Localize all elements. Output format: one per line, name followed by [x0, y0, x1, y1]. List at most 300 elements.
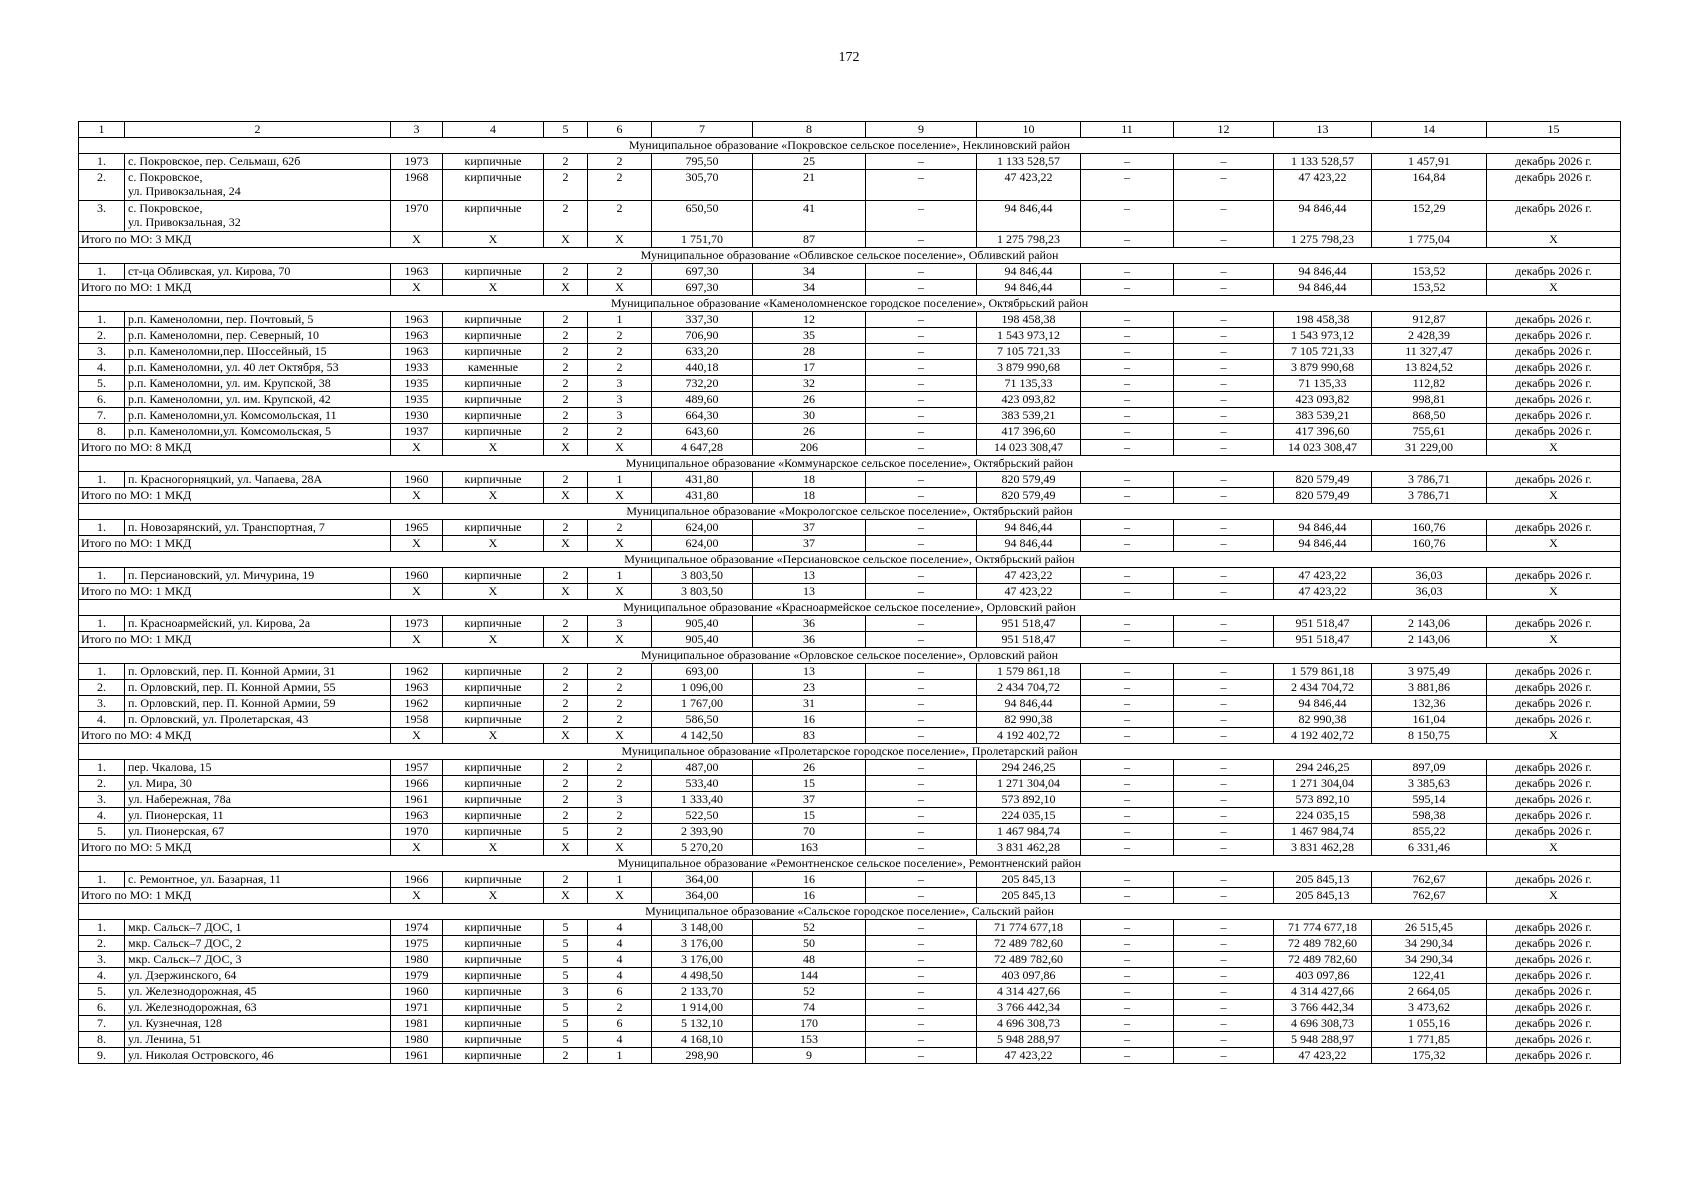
- total-cell-col-10: 820 579,49: [977, 488, 1081, 504]
- cell-col-7: 586,50: [652, 712, 753, 728]
- cell-col-6: 3: [588, 408, 652, 424]
- cell-col-8: 35: [753, 328, 866, 344]
- cell-col-3: 1980: [391, 952, 443, 968]
- cell-col-3: 1968: [391, 170, 443, 201]
- cell-col-4: кирпичные: [443, 712, 544, 728]
- cell-col-1: 1.: [79, 760, 125, 776]
- total-label: Итого по МО: 8 МКД: [79, 440, 391, 456]
- housing-registry-table: [78, 121, 1621, 1064]
- municipality-total-row: [79, 840, 1621, 856]
- cell-col-12: –: [1174, 264, 1274, 280]
- cell-col-8: 70: [753, 824, 866, 840]
- cell-col-15: декабрь 2026 г.: [1487, 1016, 1621, 1032]
- total-cell-col-12: –: [1174, 232, 1274, 248]
- cell-col-14: 160,76: [1372, 520, 1487, 536]
- total-cell-col-10: 94 846,44: [977, 280, 1081, 296]
- total-cell-col-10: 1 275 798,23: [977, 232, 1081, 248]
- total-cell-col-3: X: [391, 840, 443, 856]
- total-cell-col-14: 8 150,75: [1372, 728, 1487, 744]
- total-cell-col-9: –: [866, 440, 977, 456]
- cell-col-7: 4 498,50: [652, 968, 753, 984]
- column-header-10: 10: [977, 122, 1081, 138]
- municipality-group-row: [79, 504, 1621, 520]
- cell-col-6: 2: [588, 680, 652, 696]
- cell-col-8: 74: [753, 1000, 866, 1016]
- cell-col-15: декабрь 2026 г.: [1487, 712, 1621, 728]
- cell-col-2: с. Ремонтное, ул. Базарная, 11: [125, 872, 391, 888]
- cell-col-8: 30: [753, 408, 866, 424]
- cell-col-13: 205 845,13: [1274, 872, 1372, 888]
- cell-col-14: 3 786,71: [1372, 472, 1487, 488]
- cell-col-5: 2: [544, 792, 588, 808]
- building-row: [79, 792, 1621, 808]
- cell-col-6: 3: [588, 376, 652, 392]
- municipality-total-row: [79, 728, 1621, 744]
- cell-col-8: 32: [753, 376, 866, 392]
- cell-col-10: 94 846,44: [977, 696, 1081, 712]
- cell-col-9: –: [866, 360, 977, 376]
- building-row: [79, 920, 1621, 936]
- total-cell-col-10: 94 846,44: [977, 536, 1081, 552]
- cell-col-7: 298,90: [652, 1048, 753, 1064]
- municipality-group-row: [79, 456, 1621, 472]
- cell-col-10: 82 990,38: [977, 712, 1081, 728]
- cell-col-9: –: [866, 1032, 977, 1048]
- cell-col-9: –: [866, 472, 977, 488]
- total-cell-col-10: 47 423,22: [977, 584, 1081, 600]
- cell-col-11: –: [1081, 920, 1174, 936]
- cell-col-7: 905,40: [652, 616, 753, 632]
- table-body: [79, 138, 1621, 1064]
- cell-col-5: 5: [544, 952, 588, 968]
- cell-col-7: 2 133,70: [652, 984, 753, 1000]
- cell-col-9: –: [866, 264, 977, 280]
- total-cell-col-11: –: [1081, 536, 1174, 552]
- cell-col-5: 2: [544, 520, 588, 536]
- cell-col-2: ул. Железнодорожная, 63: [125, 1000, 391, 1016]
- cell-col-6: 1: [588, 312, 652, 328]
- municipality-title: Муниципальное образование «Орловское сельское поселение», Орловский район: [79, 648, 1621, 664]
- total-cell-col-7: 624,00: [652, 536, 753, 552]
- cell-col-6: 2: [588, 808, 652, 824]
- cell-col-9: –: [866, 712, 977, 728]
- total-cell-col-15: X: [1487, 888, 1621, 904]
- cell-col-9: –: [866, 776, 977, 792]
- cell-col-14: 112,82: [1372, 376, 1487, 392]
- cell-col-15: декабрь 2026 г.: [1487, 568, 1621, 584]
- cell-col-11: –: [1081, 952, 1174, 968]
- cell-col-10: 3 879 990,68: [977, 360, 1081, 376]
- cell-col-11: –: [1081, 984, 1174, 1000]
- cell-col-10: 7 105 721,33: [977, 344, 1081, 360]
- cell-col-13: 5 948 288,97: [1274, 1032, 1372, 1048]
- cell-col-13: 403 097,86: [1274, 968, 1372, 984]
- column-number-row: [79, 122, 1621, 138]
- total-cell-col-14: 31 229,00: [1372, 440, 1487, 456]
- cell-col-7: 4 168,10: [652, 1032, 753, 1048]
- cell-col-13: 71 135,33: [1274, 376, 1372, 392]
- cell-col-2: п. Орловский, ул. Пролетарская, 43: [125, 712, 391, 728]
- cell-col-3: 1965: [391, 520, 443, 536]
- building-row: [79, 760, 1621, 776]
- cell-col-2: р.п. Каменоломни, пер. Северный, 10: [125, 328, 391, 344]
- total-cell-col-6: X: [588, 728, 652, 744]
- municipality-title: Муниципальное образование «Коммунарское сельское поселение», Октябрьский район: [79, 456, 1621, 472]
- cell-col-14: 11 327,47: [1372, 344, 1487, 360]
- total-cell-col-5: X: [544, 632, 588, 648]
- building-row: [79, 312, 1621, 328]
- building-row: [79, 154, 1621, 170]
- cell-col-4: кирпичные: [443, 1016, 544, 1032]
- building-row: [79, 344, 1621, 360]
- cell-col-2: п. Орловский, пер. П. Конной Армии, 59: [125, 696, 391, 712]
- total-cell-col-5: X: [544, 440, 588, 456]
- total-cell-col-14: 160,76: [1372, 536, 1487, 552]
- building-row: [79, 696, 1621, 712]
- cell-col-4: кирпичные: [443, 664, 544, 680]
- total-cell-col-15: X: [1487, 440, 1621, 456]
- cell-col-1: 6.: [79, 1000, 125, 1016]
- cell-col-2: р.п. Каменоломни, ул. 40 лет Октября, 53: [125, 360, 391, 376]
- cell-col-2: с. Покровское, ул. Привокзальная, 32: [125, 201, 391, 232]
- cell-col-13: 94 846,44: [1274, 520, 1372, 536]
- total-cell-col-6: X: [588, 536, 652, 552]
- total-cell-col-7: 697,30: [652, 280, 753, 296]
- municipality-title: Муниципальное образование «Мокрологское сельское поселение», Октябрьский район: [79, 504, 1621, 520]
- cell-col-6: 3: [588, 616, 652, 632]
- cell-col-1: 1.: [79, 264, 125, 280]
- total-cell-col-6: X: [588, 632, 652, 648]
- total-cell-col-9: –: [866, 280, 977, 296]
- cell-col-12: –: [1174, 1000, 1274, 1016]
- cell-col-9: –: [866, 376, 977, 392]
- cell-col-6: 4: [588, 968, 652, 984]
- cell-col-8: 15: [753, 808, 866, 824]
- cell-col-14: 122,41: [1372, 968, 1487, 984]
- cell-col-7: 3 803,50: [652, 568, 753, 584]
- cell-col-5: 2: [544, 472, 588, 488]
- cell-col-13: 1 271 304,04: [1274, 776, 1372, 792]
- total-cell-col-7: 4 647,28: [652, 440, 753, 456]
- cell-col-12: –: [1174, 1048, 1274, 1064]
- cell-col-7: 2 393,90: [652, 824, 753, 840]
- cell-col-10: 94 846,44: [977, 264, 1081, 280]
- total-cell-col-6: X: [588, 232, 652, 248]
- cell-col-12: –: [1174, 568, 1274, 584]
- cell-col-5: 5: [544, 1032, 588, 1048]
- cell-col-14: 3 975,49: [1372, 664, 1487, 680]
- cell-col-6: 6: [588, 984, 652, 1000]
- total-cell-col-6: X: [588, 488, 652, 504]
- cell-col-13: 820 579,49: [1274, 472, 1372, 488]
- cell-col-10: 403 097,86: [977, 968, 1081, 984]
- cell-col-7: 1 767,00: [652, 696, 753, 712]
- cell-col-7: 533,40: [652, 776, 753, 792]
- cell-col-12: –: [1174, 808, 1274, 824]
- total-cell-col-9: –: [866, 888, 977, 904]
- cell-col-13: 1 467 984,74: [1274, 824, 1372, 840]
- cell-col-9: –: [866, 568, 977, 584]
- cell-col-14: 34 290,34: [1372, 952, 1487, 968]
- total-cell-col-6: X: [588, 280, 652, 296]
- cell-col-9: –: [866, 680, 977, 696]
- cell-col-4: кирпичные: [443, 1032, 544, 1048]
- cell-col-4: кирпичные: [443, 392, 544, 408]
- column-header-13: 13: [1274, 122, 1372, 138]
- cell-col-8: 144: [753, 968, 866, 984]
- total-label: Итого по МО: 1 МКД: [79, 488, 391, 504]
- cell-col-2: р.п. Каменоломни, пер. Почтовый, 5: [125, 312, 391, 328]
- cell-col-12: –: [1174, 776, 1274, 792]
- cell-col-15: декабрь 2026 г.: [1487, 616, 1621, 632]
- cell-col-6: 2: [588, 520, 652, 536]
- cell-col-4: кирпичные: [443, 312, 544, 328]
- cell-col-10: 573 892,10: [977, 792, 1081, 808]
- cell-col-11: –: [1081, 344, 1174, 360]
- cell-col-2: пер. Чкалова, 15: [125, 760, 391, 776]
- cell-col-13: 47 423,22: [1274, 568, 1372, 584]
- total-cell-col-3: X: [391, 440, 443, 456]
- total-cell-col-15: X: [1487, 584, 1621, 600]
- cell-col-14: 598,38: [1372, 808, 1487, 824]
- column-header-12: 12: [1174, 122, 1274, 138]
- total-label: Итого по МО: 5 МКД: [79, 840, 391, 856]
- cell-col-5: 2: [544, 712, 588, 728]
- total-cell-col-14: 3 786,71: [1372, 488, 1487, 504]
- cell-col-4: кирпичные: [443, 170, 544, 201]
- total-cell-col-3: X: [391, 728, 443, 744]
- cell-col-10: 383 539,21: [977, 408, 1081, 424]
- total-cell-col-13: 14 023 308,47: [1274, 440, 1372, 456]
- cell-col-11: –: [1081, 154, 1174, 170]
- cell-col-4: кирпичные: [443, 920, 544, 936]
- cell-col-13: 4 314 427,66: [1274, 984, 1372, 1000]
- cell-col-14: 868,50: [1372, 408, 1487, 424]
- cell-col-4: кирпичные: [443, 760, 544, 776]
- cell-col-6: 2: [588, 664, 652, 680]
- cell-col-6: 4: [588, 1032, 652, 1048]
- cell-col-8: 28: [753, 344, 866, 360]
- cell-col-4: кирпичные: [443, 968, 544, 984]
- cell-col-14: 912,87: [1372, 312, 1487, 328]
- total-cell-col-11: –: [1081, 488, 1174, 504]
- cell-col-9: –: [866, 1016, 977, 1032]
- total-cell-col-5: X: [544, 488, 588, 504]
- total-cell-col-11: –: [1081, 840, 1174, 856]
- column-header-6: 6: [588, 122, 652, 138]
- cell-col-9: –: [866, 1000, 977, 1016]
- cell-col-3: 1963: [391, 344, 443, 360]
- cell-col-4: кирпичные: [443, 824, 544, 840]
- cell-col-13: 94 846,44: [1274, 201, 1372, 232]
- cell-col-6: 1: [588, 568, 652, 584]
- cell-col-6: 2: [588, 776, 652, 792]
- cell-col-10: 4 314 427,66: [977, 984, 1081, 1000]
- cell-col-15: декабрь 2026 г.: [1487, 1032, 1621, 1048]
- cell-col-14: 2 143,06: [1372, 616, 1487, 632]
- cell-col-15: декабрь 2026 г.: [1487, 952, 1621, 968]
- cell-col-10: 417 396,60: [977, 424, 1081, 440]
- cell-col-13: 94 846,44: [1274, 696, 1372, 712]
- cell-col-2: ул. Пионерская, 11: [125, 808, 391, 824]
- cell-col-3: 1957: [391, 760, 443, 776]
- cell-col-9: –: [866, 154, 977, 170]
- cell-col-9: –: [866, 424, 977, 440]
- municipality-title: Муниципальное образование «Персиановское сельское поселение», Октябрьский район: [79, 552, 1621, 568]
- total-cell-col-14: 2 143,06: [1372, 632, 1487, 648]
- cell-col-12: –: [1174, 328, 1274, 344]
- cell-col-10: 3 766 442,34: [977, 1000, 1081, 1016]
- cell-col-12: –: [1174, 952, 1274, 968]
- cell-col-15: декабрь 2026 г.: [1487, 984, 1621, 1000]
- cell-col-11: –: [1081, 776, 1174, 792]
- total-cell-col-12: –: [1174, 280, 1274, 296]
- cell-col-4: кирпичные: [443, 696, 544, 712]
- cell-col-5: 5: [544, 1016, 588, 1032]
- building-row: [79, 472, 1621, 488]
- cell-col-14: 3 473,62: [1372, 1000, 1487, 1016]
- cell-col-13: 72 489 782,60: [1274, 936, 1372, 952]
- cell-col-3: 1937: [391, 424, 443, 440]
- cell-col-11: –: [1081, 201, 1174, 232]
- cell-col-13: 198 458,38: [1274, 312, 1372, 328]
- cell-col-11: –: [1081, 696, 1174, 712]
- total-cell-col-7: 4 142,50: [652, 728, 753, 744]
- cell-col-6: 2: [588, 344, 652, 360]
- cell-col-6: 4: [588, 936, 652, 952]
- total-cell-col-4: X: [443, 632, 544, 648]
- cell-col-13: 4 696 308,73: [1274, 1016, 1372, 1032]
- cell-col-9: –: [866, 664, 977, 680]
- total-cell-col-13: 4 192 402,72: [1274, 728, 1372, 744]
- cell-col-5: 5: [544, 936, 588, 952]
- cell-col-3: 1962: [391, 664, 443, 680]
- cell-col-7: 522,50: [652, 808, 753, 824]
- cell-col-11: –: [1081, 664, 1174, 680]
- municipality-group-row: [79, 744, 1621, 760]
- cell-col-1: 5.: [79, 824, 125, 840]
- cell-col-14: 2 664,05: [1372, 984, 1487, 1000]
- cell-col-2: с. Покровское, пер. Сельмаш, 62б: [125, 154, 391, 170]
- cell-col-10: 294 246,25: [977, 760, 1081, 776]
- cell-col-12: –: [1174, 680, 1274, 696]
- total-cell-col-8: 36: [753, 632, 866, 648]
- cell-col-1: 7.: [79, 1016, 125, 1032]
- cell-col-4: кирпичные: [443, 424, 544, 440]
- total-cell-col-10: 14 023 308,47: [977, 440, 1081, 456]
- cell-col-1: 4.: [79, 808, 125, 824]
- total-cell-col-6: X: [588, 584, 652, 600]
- cell-col-1: 3.: [79, 952, 125, 968]
- cell-col-15: декабрь 2026 г.: [1487, 424, 1621, 440]
- cell-col-4: кирпичные: [443, 616, 544, 632]
- cell-col-1: 2.: [79, 328, 125, 344]
- cell-col-14: 36,03: [1372, 568, 1487, 584]
- cell-col-7: 1 333,40: [652, 792, 753, 808]
- total-cell-col-8: 34: [753, 280, 866, 296]
- cell-col-10: 423 093,82: [977, 392, 1081, 408]
- cell-col-4: кирпичные: [443, 520, 544, 536]
- cell-col-12: –: [1174, 872, 1274, 888]
- cell-col-1: 1.: [79, 472, 125, 488]
- cell-col-7: 650,50: [652, 201, 753, 232]
- cell-col-10: 94 846,44: [977, 201, 1081, 232]
- cell-col-5: 2: [544, 1048, 588, 1064]
- cell-col-5: 2: [544, 776, 588, 792]
- cell-col-14: 13 824,52: [1372, 360, 1487, 376]
- cell-col-8: 17: [753, 360, 866, 376]
- cell-col-2: с. Покровское, ул. Привокзальная, 24: [125, 170, 391, 201]
- page-number: 172: [838, 50, 860, 65]
- municipality-title: Муниципальное образование «Обливское сельское поселение», Обливский район: [79, 248, 1621, 264]
- cell-col-15: декабрь 2026 г.: [1487, 392, 1621, 408]
- cell-col-11: –: [1081, 936, 1174, 952]
- cell-col-2: ул. Кузнечная, 128: [125, 1016, 391, 1032]
- cell-col-7: 3 148,00: [652, 920, 753, 936]
- cell-col-9: –: [866, 760, 977, 776]
- cell-col-3: 1980: [391, 1032, 443, 1048]
- cell-col-3: 1961: [391, 792, 443, 808]
- building-row: [79, 408, 1621, 424]
- total-cell-col-12: –: [1174, 584, 1274, 600]
- building-row: [79, 264, 1621, 280]
- municipality-group-row: [79, 600, 1621, 616]
- cell-col-14: 132,36: [1372, 696, 1487, 712]
- cell-col-12: –: [1174, 1016, 1274, 1032]
- cell-col-9: –: [866, 201, 977, 232]
- cell-col-3: 1975: [391, 936, 443, 952]
- column-header-9: 9: [866, 122, 977, 138]
- cell-col-3: 1979: [391, 968, 443, 984]
- cell-col-1: 3.: [79, 344, 125, 360]
- cell-col-5: 2: [544, 360, 588, 376]
- cell-col-6: 2: [588, 760, 652, 776]
- cell-col-15: декабрь 2026 г.: [1487, 760, 1621, 776]
- cell-col-6: 1: [588, 472, 652, 488]
- cell-col-1: 8.: [79, 1032, 125, 1048]
- total-cell-col-10: 951 518,47: [977, 632, 1081, 648]
- cell-col-3: 1963: [391, 264, 443, 280]
- cell-col-8: 153: [753, 1032, 866, 1048]
- total-cell-col-4: X: [443, 232, 544, 248]
- cell-col-9: –: [866, 824, 977, 840]
- cell-col-2: п. Орловский, пер. П. Конной Армии, 55: [125, 680, 391, 696]
- building-row: [79, 616, 1621, 632]
- cell-col-3: 1963: [391, 808, 443, 824]
- cell-col-4: кирпичные: [443, 568, 544, 584]
- cell-col-12: –: [1174, 408, 1274, 424]
- cell-col-5: 2: [544, 616, 588, 632]
- cell-col-5: 3: [544, 984, 588, 1000]
- total-cell-col-15: X: [1487, 840, 1621, 856]
- cell-col-8: 52: [753, 920, 866, 936]
- cell-col-3: 1961: [391, 1048, 443, 1064]
- cell-col-11: –: [1081, 792, 1174, 808]
- building-row: [79, 936, 1621, 952]
- cell-col-8: 16: [753, 872, 866, 888]
- cell-col-5: 2: [544, 760, 588, 776]
- cell-col-5: 2: [544, 680, 588, 696]
- cell-col-1: 1.: [79, 312, 125, 328]
- cell-col-6: 2: [588, 824, 652, 840]
- building-row: [79, 952, 1621, 968]
- total-cell-col-4: X: [443, 840, 544, 856]
- cell-col-13: 72 489 782,60: [1274, 952, 1372, 968]
- cell-col-12: –: [1174, 392, 1274, 408]
- total-cell-col-3: X: [391, 488, 443, 504]
- cell-col-11: –: [1081, 472, 1174, 488]
- total-cell-col-12: –: [1174, 440, 1274, 456]
